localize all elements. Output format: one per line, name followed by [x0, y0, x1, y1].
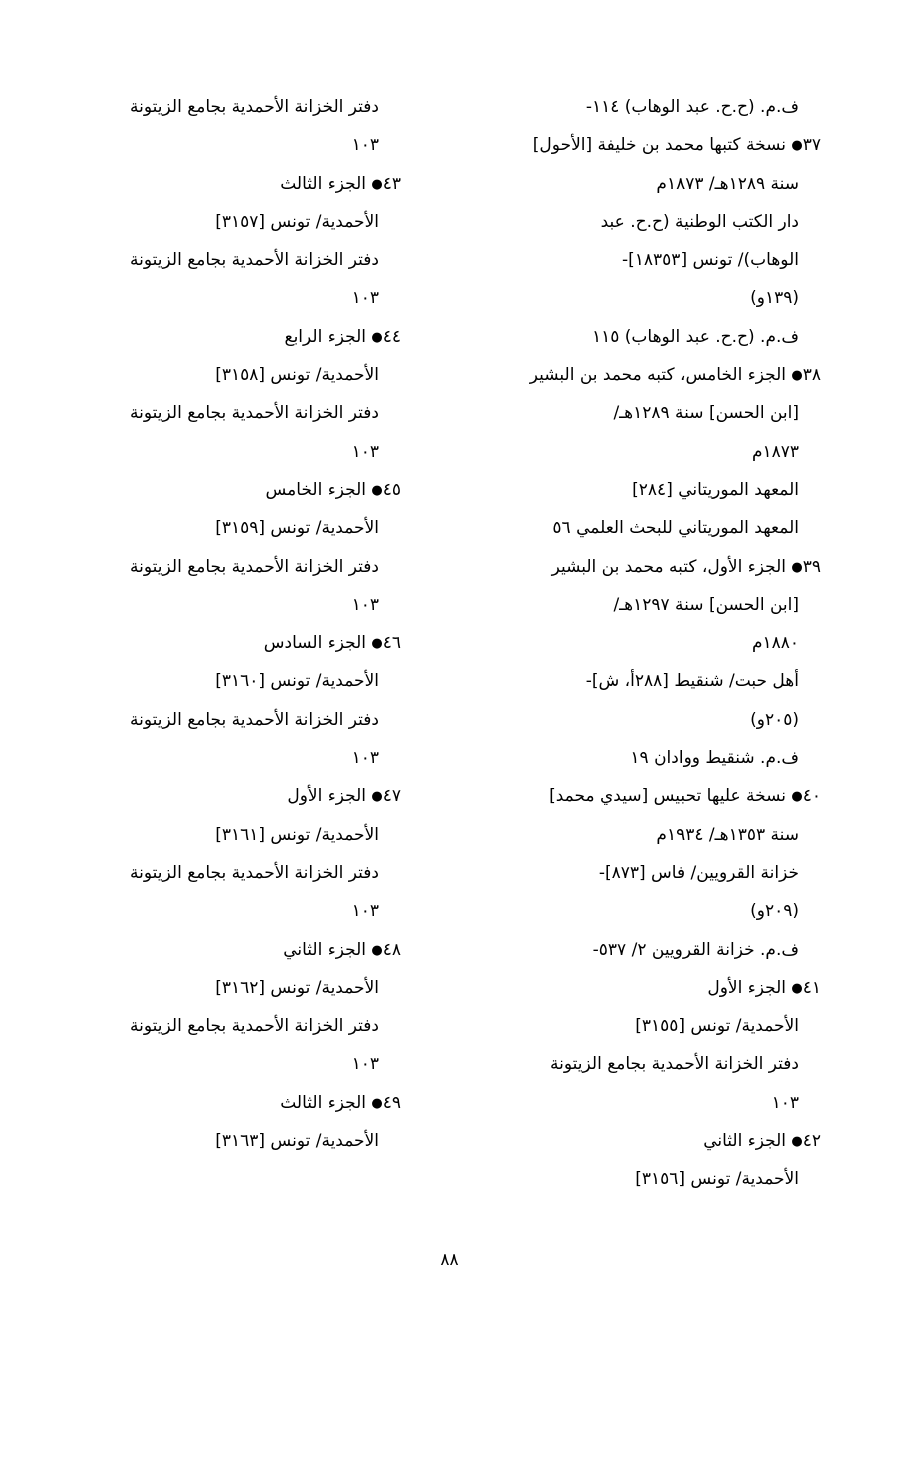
bullet-icon: ● — [791, 789, 803, 805]
entry-line — [491, 509, 821, 547]
entry-text: دفتر الخزانة الأحمدية بجامع الزيتونة — [130, 1016, 379, 1037]
entry-line — [101, 662, 401, 700]
entry-line — [101, 241, 401, 279]
catalog-entry — [491, 356, 821, 547]
entry-number: ٤٣ — [382, 173, 401, 194]
entry-line — [491, 1160, 821, 1198]
entry-line — [491, 88, 821, 126]
entry-line — [101, 854, 401, 892]
entry-line — [101, 548, 401, 586]
entry-line — [491, 203, 821, 241]
catalog-entry — [101, 88, 401, 165]
catalog-entry — [101, 931, 401, 1084]
catalog-entry — [101, 165, 401, 318]
entry-number: ٤١ — [802, 977, 821, 998]
entry-line — [491, 969, 821, 1007]
entry-text: الأحمدية/ تونس [٣١٦٣] — [215, 1131, 379, 1152]
entry-text: أهل حبت/ شنقيط [٢٨٨أ، ش]- — [585, 671, 799, 692]
entry-text: دفتر الخزانة الأحمدية بجامع الزيتونة — [130, 709, 379, 730]
entry-text: سنة ١٣٥٣هـ/ ١٩٣٤م — [656, 824, 799, 845]
entry-text: دفتر الخزانة الأحمدية بجامع الزيتونة — [130, 556, 379, 577]
entry-text: ١٠٣ — [771, 1092, 799, 1113]
entry-line — [101, 88, 401, 126]
entry-line — [101, 1122, 401, 1160]
right-column — [491, 88, 821, 1199]
entry-line — [101, 471, 401, 509]
entry-text: (٢٠٥و) — [750, 709, 799, 730]
entry-text: دار الكتب الوطنية (ح.ح. عبد — [600, 211, 799, 232]
entry-text: المعهد الموريتاني [٢٨٤] — [632, 479, 799, 500]
entry-line — [491, 356, 821, 394]
entry-text: الجزء الثالث — [280, 173, 366, 194]
bullet-icon: ● — [791, 1134, 803, 1150]
bullet-icon: ● — [371, 636, 383, 652]
entry-text: ف.م. شنقيط ووادان ١٩ — [630, 748, 799, 769]
entry-number: ٤٧ — [382, 786, 401, 807]
entry-text: الجزء الأول، كتبه محمد بن البشير — [551, 556, 786, 577]
entry-text: الجزء الأول — [287, 786, 366, 807]
entry-line — [491, 241, 821, 279]
catalog-entry — [101, 777, 401, 930]
entry-line — [491, 433, 821, 471]
entry-number: ٤٩ — [382, 1092, 401, 1113]
entry-line — [101, 892, 401, 930]
entry-text: الجزء الخامس، كتبه محمد بن البشير — [529, 365, 786, 386]
entry-line — [101, 433, 401, 471]
entry-line — [101, 739, 401, 777]
entry-line — [491, 126, 821, 164]
catalog-entry — [101, 318, 401, 471]
entry-line — [101, 777, 401, 815]
entry-line — [491, 931, 821, 969]
entry-line — [101, 203, 401, 241]
bullet-icon: ● — [791, 559, 803, 575]
entry-text: الأحمدية/ تونس [٣١٥٧] — [215, 211, 379, 232]
entry-line — [491, 816, 821, 854]
entry-line — [101, 126, 401, 164]
entry-text: [ابن الحسن] سنة ١٢٩٧هـ/ — [613, 594, 799, 615]
entry-text: (١٣٩و) — [750, 288, 799, 309]
entry-number: ٤٠ — [802, 786, 821, 807]
entry-line — [101, 509, 401, 547]
entry-number: ٤٥ — [382, 479, 401, 500]
entry-line — [491, 624, 821, 662]
entry-text: نسخة كتبها محمد بن خليفة [الأحول] — [532, 135, 786, 156]
entry-line — [101, 279, 401, 317]
left-column — [101, 88, 401, 1160]
entry-text: الأحمدية/ تونس [٣١٥٥] — [635, 1016, 799, 1037]
catalog-entry — [491, 969, 821, 1122]
entry-line — [491, 701, 821, 739]
entry-text: ١٠٣ — [351, 135, 379, 156]
entry-text: المعهد الموريتاني للبحث العلمي ٥٦ — [552, 518, 799, 539]
entry-text: ١٠٣ — [351, 594, 379, 615]
entry-line — [101, 701, 401, 739]
catalog-entry — [101, 471, 401, 624]
entry-line — [491, 586, 821, 624]
entry-text: ف.م. (ح.ح. عبد الوهاب) ١١٤- — [585, 97, 799, 117]
entry-line — [491, 854, 821, 892]
entry-text: نسخة عليها تحبيس [سيدي محمد] — [549, 786, 786, 807]
entry-line — [101, 816, 401, 854]
entry-line — [101, 969, 401, 1007]
entry-text: الجزء الثالث — [280, 1092, 366, 1113]
entry-text: خزانة القرويين/ فاس [٨٧٣]- — [598, 862, 799, 883]
entry-text: الجزء السادس — [263, 633, 366, 654]
entry-number: ٣٨ — [802, 365, 821, 386]
entry-line — [101, 624, 401, 662]
entry-text: دفتر الخزانة الأحمدية بجامع الزيتونة — [550, 1054, 799, 1075]
entry-line — [491, 471, 821, 509]
entry-line — [491, 1122, 821, 1160]
entry-line — [491, 548, 821, 586]
catalog-entry — [491, 126, 821, 356]
entry-line — [491, 279, 821, 317]
entry-line — [491, 318, 821, 356]
bullet-icon: ● — [371, 329, 383, 345]
entry-line — [491, 739, 821, 777]
entry-text: الوهاب)/ تونس [١٨٣٥٣]- — [622, 250, 799, 271]
entry-text: الجزء الخامس — [265, 479, 366, 500]
entry-number: ٤٨ — [382, 939, 401, 960]
entry-text: ١٠٣ — [351, 1054, 379, 1075]
entry-text: الجزء الرابع — [284, 326, 366, 347]
catalog-entry — [491, 88, 821, 126]
entry-number: ٣٧ — [802, 135, 821, 156]
entry-line — [491, 394, 821, 432]
entry-line — [101, 356, 401, 394]
entry-text: الأحمدية/ تونس [٣١٥٩] — [215, 518, 379, 539]
entry-line — [491, 1007, 821, 1045]
catalog-entry — [101, 1084, 401, 1161]
bullet-icon: ● — [791, 138, 803, 154]
entry-text: الجزء الثاني — [703, 1131, 786, 1152]
entry-text: الأحمدية/ تونس [٣١٥٨] — [215, 365, 379, 386]
entry-text: ف.م. (ح.ح. عبد الوهاب) ١١٥ — [591, 326, 799, 347]
page-number: ٨٨ — [440, 1250, 459, 1270]
entry-text: ف.م. خزانة القرويين ٢/ ٥٣٧- — [592, 939, 799, 960]
entry-text: (٢٠٩و) — [750, 901, 799, 922]
entry-text: ١٨٨٠م — [751, 633, 799, 654]
bullet-icon: ● — [371, 176, 383, 192]
bullet-icon: ● — [371, 942, 383, 958]
entry-number: ٣٩ — [802, 556, 821, 577]
entry-text: الجزء الثاني — [283, 939, 366, 960]
entry-text: ١٠٣ — [351, 748, 379, 769]
entry-text: ١٠٣ — [351, 901, 379, 922]
bullet-icon: ● — [791, 368, 803, 384]
entry-line — [491, 777, 821, 815]
entry-text: دفتر الخزانة الأحمدية بجامع الزيتونة — [130, 403, 379, 424]
catalog-entry — [101, 624, 401, 777]
entry-line — [101, 165, 401, 203]
entry-line — [101, 394, 401, 432]
entry-text: دفتر الخزانة الأحمدية بجامع الزيتونة — [130, 250, 379, 271]
entry-line — [101, 1084, 401, 1122]
catalog-entry — [491, 548, 821, 778]
catalog-entry — [491, 777, 821, 968]
entry-number: ٤٦ — [382, 633, 401, 654]
entry-text: الأحمدية/ تونس [٣١٦٠] — [215, 671, 379, 692]
entry-text: ١٠٣ — [351, 441, 379, 462]
catalog-entry — [491, 1122, 821, 1199]
entry-line — [491, 165, 821, 203]
entry-line — [101, 1007, 401, 1045]
entry-number: ٤٢ — [802, 1131, 821, 1152]
entry-line — [101, 318, 401, 356]
entry-line — [101, 931, 401, 969]
entry-text: [ابن الحسن] سنة ١٢٨٩هـ/ — [613, 403, 799, 424]
entry-line — [491, 1084, 821, 1122]
entry-text: دفتر الخزانة الأحمدية بجامع الزيتونة — [130, 97, 379, 117]
entry-text: سنة ١٢٨٩هـ/ ١٨٧٣م — [656, 173, 799, 194]
bullet-icon: ● — [371, 1095, 383, 1111]
entry-text: الأحمدية/ تونس [٣١٥٦] — [635, 1169, 799, 1190]
entry-text: دفتر الخزانة الأحمدية بجامع الزيتونة — [130, 862, 379, 883]
entry-text: الأحمدية/ تونس [٣١٦١] — [215, 824, 379, 845]
entry-text: الأحمدية/ تونس [٣١٦٢] — [215, 977, 379, 998]
entry-line — [491, 892, 821, 930]
bullet-icon: ● — [791, 980, 803, 996]
entry-text: ١٠٣ — [351, 288, 379, 309]
entry-line — [491, 662, 821, 700]
entry-text: الجزء الأول — [707, 977, 786, 998]
entry-line — [101, 586, 401, 624]
bullet-icon: ● — [371, 482, 383, 498]
entry-number: ٤٤ — [382, 326, 401, 347]
entry-line — [491, 1045, 821, 1083]
entry-text: ١٨٧٣م — [751, 441, 799, 462]
entry-line — [101, 1045, 401, 1083]
bullet-icon: ● — [371, 789, 383, 805]
